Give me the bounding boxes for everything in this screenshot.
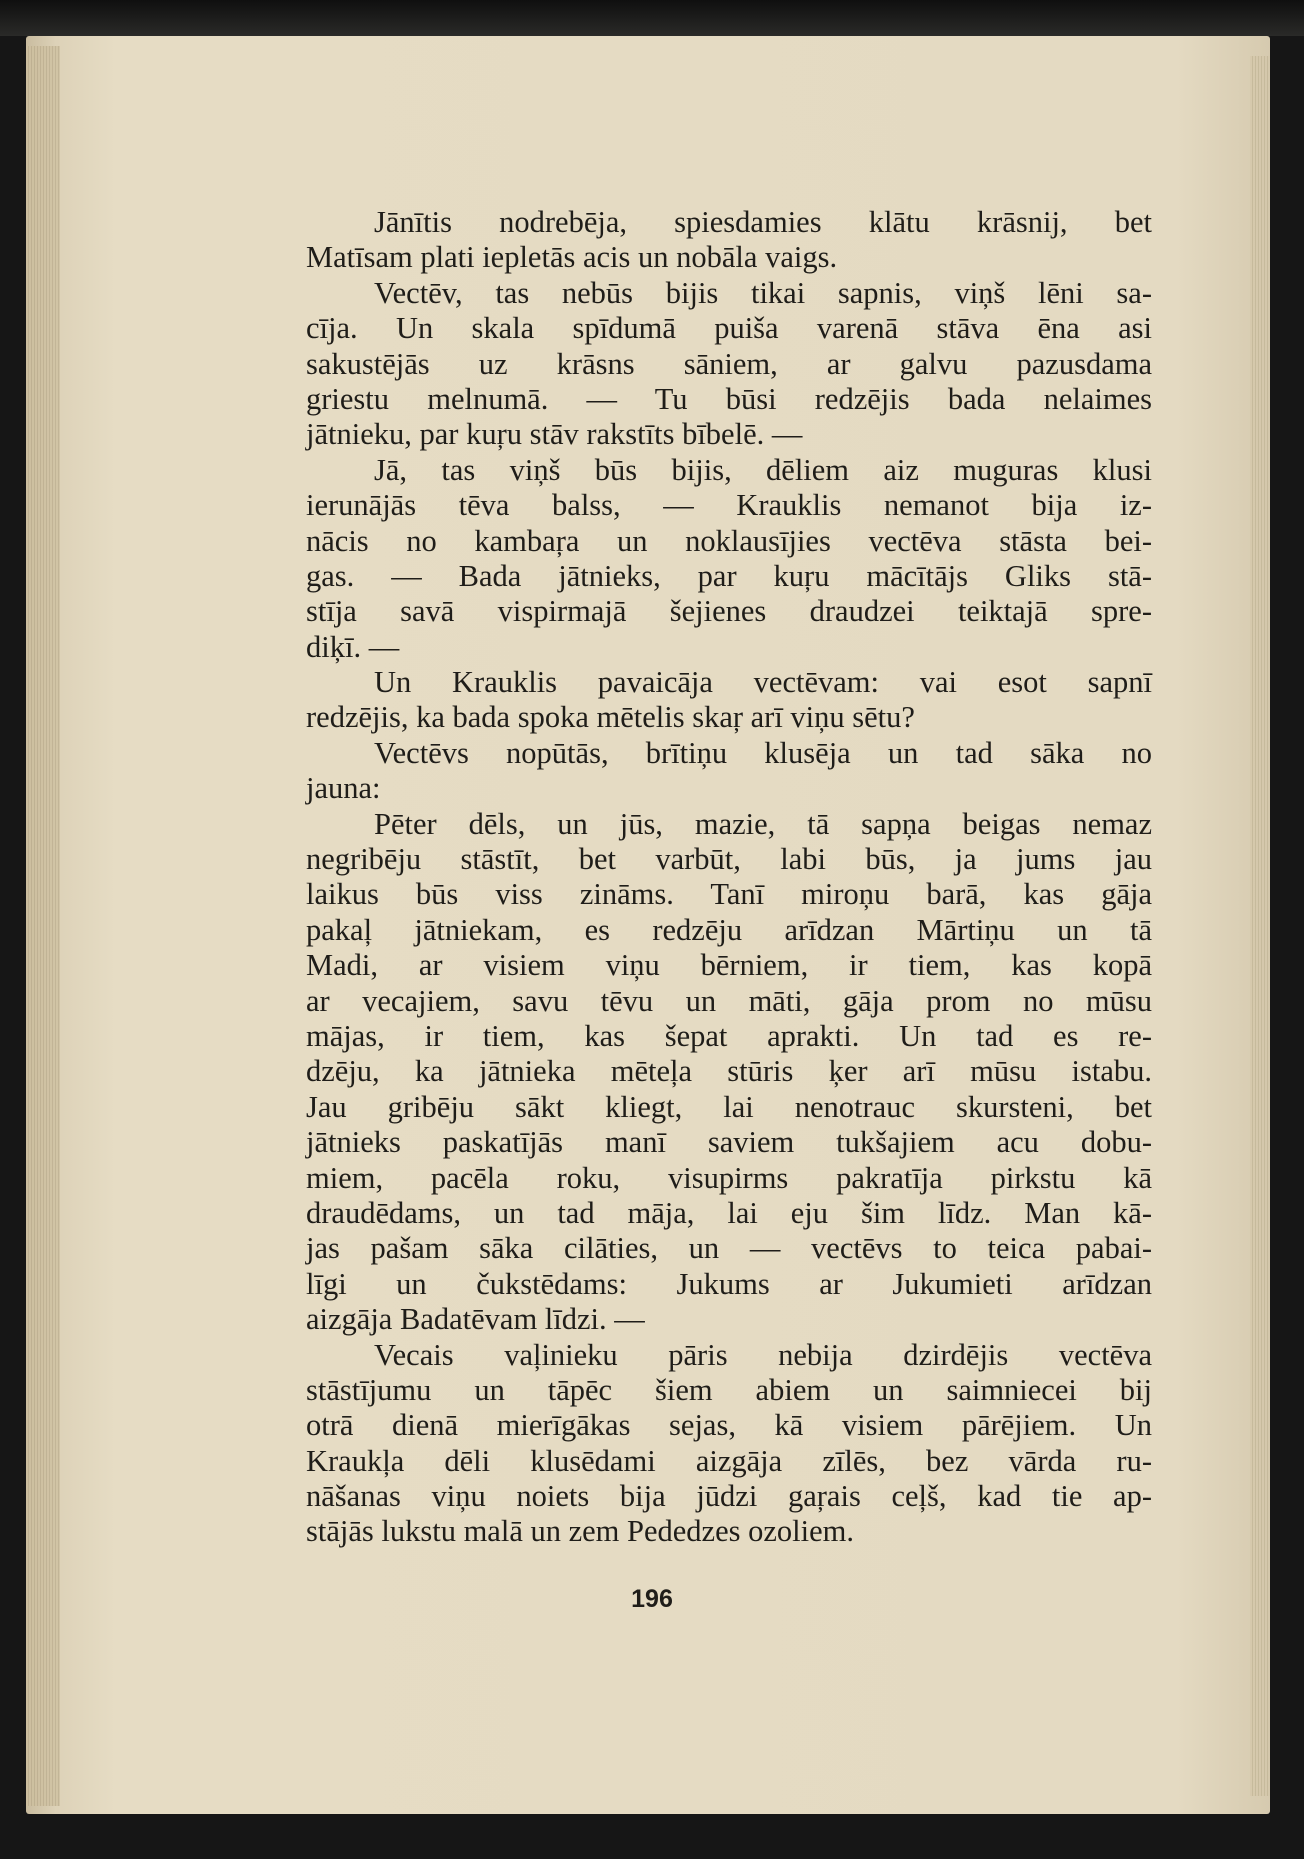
text-line: Kraukļa dēli klusēdami aizgāja zīlēs, bez vārda ru-: [306, 1443, 1152, 1478]
text-line: Un Krauklis pavaicāja vectēvam: vai esot sapnī: [374, 665, 1152, 700]
text-line: jas pašam sāka cilāties, un — vectēvs to teica pabai-: [306, 1231, 1152, 1266]
page-number: 196: [631, 1585, 673, 1613]
text-line: Vectēvs nopūtās, brītiņu klusēja un tad sāka no: [374, 735, 1152, 770]
text-line: nāšanas viņu noiets bija jūdzi gaŗais ceļš, kad tie ap-: [306, 1479, 1152, 1514]
text-line: cīja. Un skala spīdumā puiša varenā stāva ēna asi: [306, 311, 1152, 346]
text-line: griestu melnumā. — Tu būsi redzējis bada nelaimes: [306, 381, 1152, 416]
text-line: redzējis, ka bada spoka mētelis skaŗ arī viņu sētu?: [306, 700, 915, 735]
text-line: sakustējās uz krāsns sāniem, ar galvu pazusdama: [306, 346, 1152, 381]
text-line: aizgāja Badatēvam līdzi. —: [306, 1302, 645, 1337]
text-line: negribēju stāstīt, bet varbūt, labi būs, ja jums jau: [306, 842, 1152, 877]
text-line: nācis no kambaŗa un noklausījies vectēva stāsta bei-: [306, 523, 1152, 558]
text-line: Madi, ar visiem viņu bērniem, ir tiem, kas kopā: [306, 948, 1152, 983]
right-page-edge: [1250, 56, 1270, 1796]
text-line: otrā dienā mierīgākas sejas, kā visiem pārējiem. Un: [306, 1408, 1152, 1443]
text-line: diķī. —: [306, 629, 400, 664]
text-line: jātnieks paskatījās manī saviem tukšajiem acu dobu-: [306, 1125, 1152, 1160]
text-line: mājas, ir tiem, kas šepat aprakti. Un tad es re-: [306, 1018, 1152, 1053]
scan-top-shadow: [0, 0, 1304, 36]
text-line: Jānītis nodrebēja, spiesdamies klātu krāsnij, bet: [374, 205, 1152, 239]
text-line: līgi un čukstēdams: Jukums ar Jukumieti arīdzan: [306, 1266, 1152, 1301]
body-text: [306, 205, 1152, 1550]
text-line: jātnieku, par kuŗu stāv rakstīts bībelē. —: [306, 417, 803, 452]
page-stack-edge: [26, 46, 60, 1806]
text-line: Jā, tas viņš būs bijis, dēliem aiz muguras klusi: [374, 452, 1152, 487]
text-line: ierunājās tēva balss, — Krauklis nemanot bija iz-: [306, 488, 1152, 523]
text-line: Vecais vaļinieku pāris nebija dzirdējis vectēva: [374, 1337, 1152, 1372]
text-line: miem, pacēla roku, visupirms pakratīja pirkstu kā: [306, 1160, 1152, 1195]
text-line: jauna:: [306, 771, 381, 806]
text-line: dzēju, ka jātnieka mēteļa stūris ķer arī mūsu istabu.: [306, 1054, 1152, 1089]
text-line: Vectēv, tas nebūs bijis tikai sapnis, viņš lēni sa-: [374, 275, 1152, 310]
text-line: Jau gribēju sākt kliegt, lai nenotrauc skursteni, bet: [306, 1089, 1152, 1124]
text-line: draudēdams, un tad māja, lai eju šim līdz. Man kā-: [306, 1195, 1152, 1230]
text-line: pakaļ jātniekam, es redzēju arīdzan Mārtiņu un tā: [306, 912, 1152, 947]
text-line: Matīsam plati iepletās acis un nobāla vaigs.: [306, 240, 838, 275]
text-line: Pēter dēls, un jūs, mazie, tā sapņa beigas nemaz: [374, 806, 1152, 841]
text-line: laikus būs viss zināms. Tanī miroņu barā, kas gāja: [306, 877, 1152, 912]
text-line: gas. — Bada jātnieks, par kuŗu mācītājs Gliks stā-: [306, 558, 1152, 593]
text-line: ar vecajiem, savu tēvu un māti, gāja prom no mūsu: [306, 983, 1152, 1018]
text-line: stāstījumu un tāpēc šiem abiem un saimniecei bij: [306, 1372, 1152, 1407]
text-line: stīja savā vispirmajā šejienes draudzei teiktajā spre-: [306, 594, 1152, 629]
text-line: stājās lukstu malā un zem Pededzes ozoliem.: [306, 1514, 855, 1549]
